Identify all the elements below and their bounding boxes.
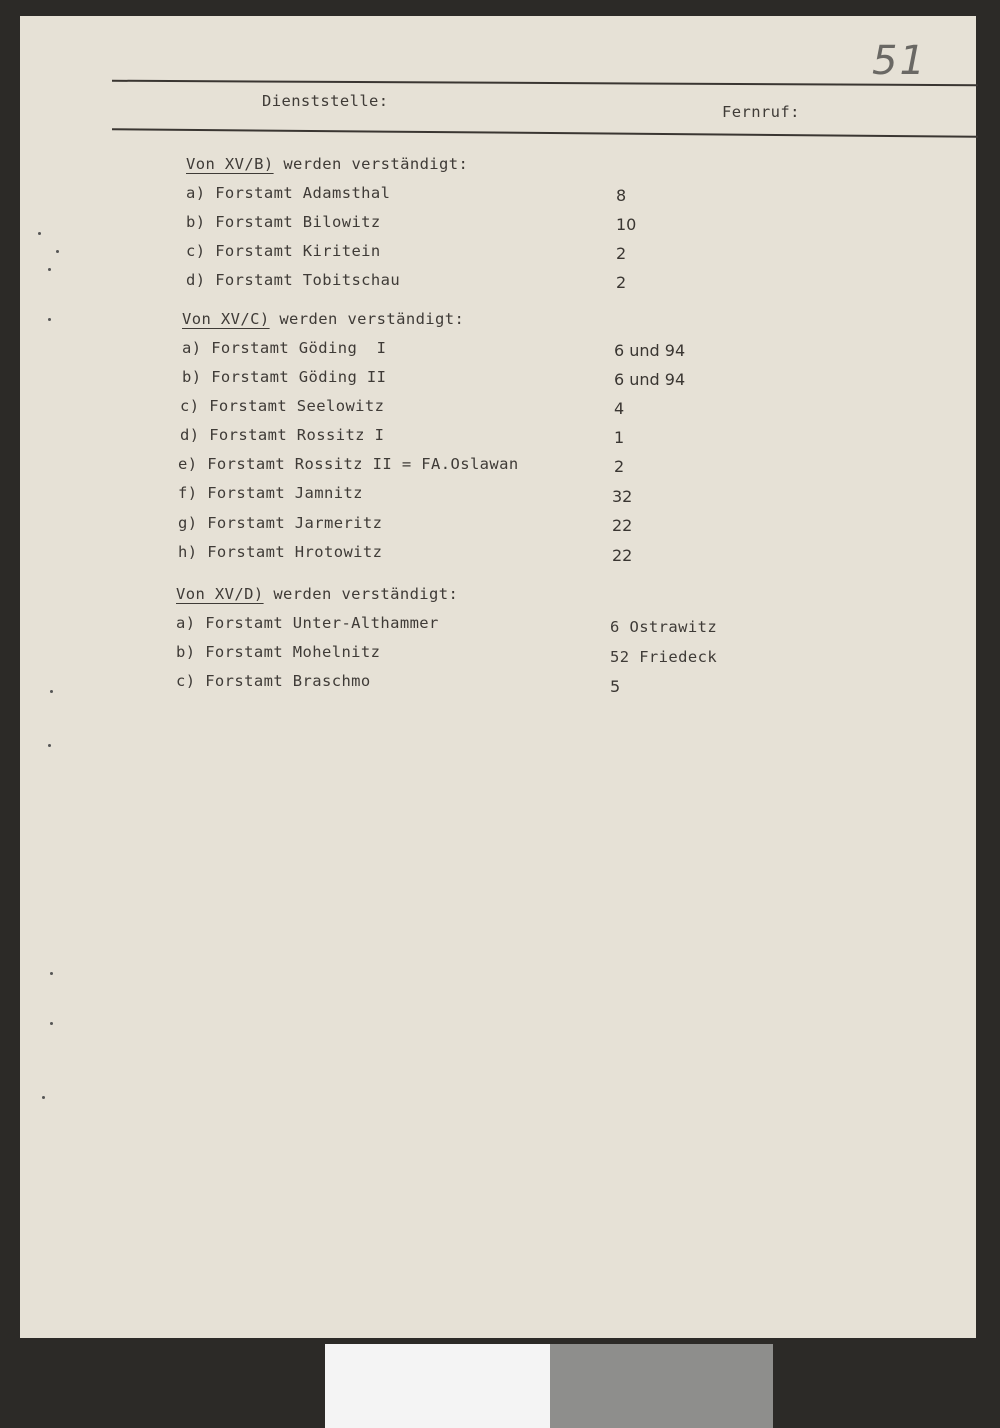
list-item-text: a) Forstamt Göding I [182,339,387,357]
list-item-value: 4 [614,399,625,418]
list-item-value: 6 und 94 [614,370,686,389]
calibration-card-gray [550,1344,773,1428]
paper-speck [50,972,53,975]
section-heading-text: werden verständigt: [269,310,465,328]
section-heading [176,585,458,603]
list-item-text: c) Forstamt Kiritein [186,242,381,260]
list-item-text: c) Forstamt Seelowitz [180,397,385,415]
list-item-value: 6 Ostrawitz [610,618,718,636]
list-item-text: d) Forstamt Rossitz I [180,426,385,444]
paper-speck [48,268,51,271]
fernruf-label: Fernruf: [722,103,800,121]
list-item-value: 8 [616,186,627,205]
list-item-value: 32 [612,487,633,506]
document-page-body [20,16,976,1338]
page-number: 51 [872,38,927,84]
list-item-text: g) Forstamt Jarmeritz [178,514,383,532]
paper-speck [48,744,51,747]
paper-speck [42,1096,45,1099]
header-bottom-rule [112,128,978,138]
section-heading-text: werden verständigt: [263,585,459,603]
list-item-value: 2 [616,273,627,292]
list-item-value: 22 [612,516,633,535]
paper-speck [38,232,41,235]
section-heading-code: Von XV/D) [176,585,264,603]
list-item-text: b) Forstamt Göding II [182,368,387,386]
list-item-text: f) Forstamt Jamnitz [178,484,363,502]
list-item-value: 10 [616,215,637,234]
list-item-value: 1 [614,428,625,447]
calibration-card-white [325,1344,550,1428]
list-item-text: c) Forstamt Braschmo [176,672,371,690]
section-heading [182,310,464,328]
dienststelle-label: Dienststelle: [262,92,389,110]
list-item-value: 2 [614,457,625,476]
list-item-text: a) Forstamt Adamsthal [186,184,391,202]
list-item-text: e) Forstamt Rossitz II = FA.Oslawan [178,455,519,473]
list-item-text: b) Forstamt Mohelnitz [176,643,381,661]
paper-speck [50,1022,53,1025]
section-heading-code: Von XV/C) [182,310,270,328]
list-item-value: 5 [610,677,621,696]
section-heading [186,155,468,173]
list-item-value: 6 und 94 [614,341,686,360]
list-item-value: 22 [612,546,633,565]
list-item-value: 2 [616,244,627,263]
paper-speck [56,250,59,253]
section-heading-text: werden verständigt: [273,155,469,173]
list-item-value: 52 Friedeck [610,648,718,666]
section-heading-code: Von XV/B) [186,155,274,173]
list-item-text: b) Forstamt Bilowitz [186,213,381,231]
header-top-rule [112,80,978,87]
paper-speck [50,690,53,693]
list-item-text: h) Forstamt Hrotowitz [178,543,383,561]
paper-speck [48,318,51,321]
list-item-text: d) Forstamt Tobitschau [186,271,401,289]
list-item-text: a) Forstamt Unter-Althammer [176,614,439,632]
